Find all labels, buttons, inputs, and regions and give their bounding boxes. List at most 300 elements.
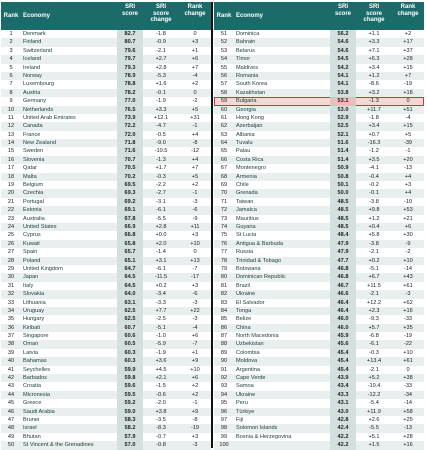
table-row [214, 38, 424, 46]
cell-score: 50.1 [330, 181, 356, 189]
table-row [214, 122, 424, 130]
table-row [214, 147, 424, 155]
cell-rank: 49 [7, 433, 15, 440]
cell-economy: Bosnia & Herzegovina [236, 433, 292, 440]
cell-score-change: -6.1 [156, 207, 166, 214]
cell-score-change: +0.0 [155, 232, 167, 239]
cell-rank-change: +30 [403, 232, 413, 239]
cell-economy: Bahamas [23, 358, 47, 365]
cell-score-change: -3.8 [369, 198, 379, 205]
table-row [1, 131, 211, 139]
cell-score-change: -2.2 [156, 182, 166, 189]
header-rank-change: Rank change [397, 4, 419, 17]
cell-economy: Botswana [236, 265, 261, 272]
cell-rank: 15 [7, 148, 15, 155]
cell-rank: 17 [7, 165, 15, 172]
table-row [214, 223, 424, 231]
table-row [1, 122, 211, 130]
cell-economy: Brazil [236, 282, 250, 289]
cell-economy: St Vincent & the Grenadines [23, 442, 94, 449]
cell-score-change: +3.4 [368, 64, 380, 71]
cell-score: 72.0 [117, 131, 143, 139]
cell-rank-change: +9 [191, 358, 199, 365]
cell-economy: Saudi Arabia [23, 408, 55, 415]
header-score: SRI score [334, 4, 351, 17]
table-row [214, 433, 424, 441]
cell-score-change: +1.6 [155, 81, 167, 88]
cell-score: 63.1 [117, 299, 143, 307]
table-row [1, 72, 211, 80]
cell-score-change: +1.2 [368, 72, 380, 79]
cell-score-change: -4.1 [369, 165, 379, 172]
cell-economy: Austria [23, 89, 41, 96]
cell-score-change: -2.5 [156, 316, 166, 323]
cell-rank: 59 [220, 98, 228, 105]
cell-rank-change: +10 [190, 240, 200, 247]
cell-score: 54.1 [330, 72, 356, 80]
cell-economy: Dominican Republic [236, 274, 286, 281]
cell-score-change: +11.5 [367, 282, 381, 289]
cell-rank: 94 [220, 391, 228, 398]
cell-rank: 23 [7, 215, 15, 222]
cell-economy: Malta [23, 173, 37, 180]
cell-score: 52.5 [330, 122, 356, 130]
cell-economy: Switzerland [23, 47, 52, 54]
table-row [214, 408, 424, 416]
cell-rank-change: +25 [403, 416, 413, 423]
cell-economy: Greece [23, 400, 42, 407]
cell-economy: Solomon Islands [236, 425, 278, 432]
table-row [1, 64, 211, 72]
cell-rank-change: -13 [403, 165, 413, 172]
cell-score: 71.6 [117, 147, 143, 155]
cell-economy: Latvia [23, 349, 38, 356]
cell-score-change: +1.5 [368, 442, 380, 449]
table-row [1, 282, 211, 290]
cell-economy: St Lucia [236, 232, 257, 239]
cell-rank: 93 [220, 383, 228, 390]
cell-rank-change: +53 [403, 207, 413, 214]
cell-score-change: -8.6 [369, 81, 379, 88]
cell-rank: 21 [7, 198, 15, 205]
cell-economy: Cape Verde [236, 375, 266, 382]
cell-rank: 90 [220, 358, 228, 365]
cell-score-change: -3.5 [156, 416, 166, 423]
cell-score: 60.3 [117, 357, 143, 365]
cell-score-change: -1.3 [369, 98, 379, 105]
cell-score-change: -0.9 [156, 39, 166, 46]
cell-rank: 77 [220, 249, 228, 256]
cell-economy: Armenia [236, 173, 257, 180]
table-row [214, 173, 424, 181]
cell-economy: Romania [236, 72, 259, 79]
cell-rank: 69 [220, 182, 228, 189]
cell-score: 54.6 [330, 38, 356, 46]
cell-economy: Bulgaria [236, 98, 257, 105]
cell-score: 50.0 [330, 189, 356, 197]
table-row [214, 139, 424, 147]
cell-score: 69.1 [117, 206, 143, 214]
cell-rank: 53 [220, 47, 228, 54]
table-row [1, 391, 211, 399]
cell-rank: 37 [7, 333, 15, 340]
cell-rank: 82 [220, 291, 228, 298]
cell-score: 46.0 [330, 315, 356, 323]
cell-rank-change: -1 [192, 400, 198, 407]
cell-score-change: -5.4 [369, 400, 379, 407]
cell-rank: 42 [7, 375, 15, 382]
cell-rank-change: 0 [193, 249, 197, 256]
cell-rank: 95 [220, 400, 228, 407]
table-row [1, 89, 211, 97]
table-row [214, 399, 424, 407]
table-row [214, 315, 424, 323]
cell-score: 64.5 [117, 282, 143, 290]
cell-rank-change: -1 [192, 123, 198, 130]
cell-rank-change: -19 [403, 333, 413, 340]
cell-economy: Argentina [236, 366, 260, 373]
cell-score: 47.9 [330, 240, 356, 248]
cell-rank: 5 [9, 64, 13, 71]
table-row [1, 248, 211, 256]
cell-score: 45.4 [330, 349, 356, 357]
cell-economy: Japan [23, 274, 39, 281]
cell-score: 42.8 [330, 416, 356, 424]
cell-economy: Australia [23, 215, 45, 222]
cell-score: 71.8 [117, 139, 143, 147]
cell-rank: 57 [220, 81, 228, 88]
cell-rank: 30 [7, 274, 15, 281]
cell-score: 50.9 [330, 164, 356, 172]
cell-score: 48.4 [330, 231, 356, 239]
cell-rank-change: +7 [191, 165, 199, 172]
cell-score-change: +3.3 [368, 39, 380, 46]
cell-score-change: -5.1 [156, 324, 166, 331]
cell-economy: Bhutan [23, 433, 41, 440]
cell-score: 60.3 [117, 349, 143, 357]
cell-rank: 55 [220, 64, 228, 71]
header-rank: Rank [216, 13, 232, 19]
table-row [214, 47, 424, 55]
cell-rank-change: +5 [191, 106, 199, 113]
cell-rank: 4 [9, 56, 13, 63]
table-row [214, 114, 424, 122]
cell-score-change: -0.6 [156, 391, 166, 398]
table-row [1, 340, 211, 348]
cell-rank: 20 [7, 190, 15, 197]
header-economy: Economy [23, 13, 51, 19]
table-row [1, 416, 211, 424]
cell-score-change: +2.1 [155, 375, 167, 382]
cell-score-change: +6.7 [368, 274, 380, 281]
cell-rank: 39 [7, 349, 15, 356]
table-row [1, 357, 211, 365]
cell-rank-change: +2 [191, 391, 199, 398]
cell-rank-change: +16 [403, 307, 413, 314]
cell-score: 66.8 [117, 231, 143, 239]
cell-economy: Spain [23, 249, 38, 256]
cell-economy: Grenada [236, 190, 258, 197]
cell-economy: Taiwan [236, 198, 254, 205]
cell-score: 54.1 [330, 80, 356, 88]
cell-score-change: +2.7 [155, 56, 167, 63]
cell-rank: 54 [220, 56, 228, 63]
cell-score-change: +13.4 [366, 358, 382, 365]
cell-economy: Iceland [23, 56, 42, 63]
cell-economy: Cyprus [23, 232, 41, 239]
cell-economy: Belgium [23, 182, 44, 189]
cell-rank: 44 [7, 391, 15, 398]
cell-score-change: +2.8 [155, 64, 167, 71]
table-row [1, 156, 211, 164]
cell-score-change: -6.8 [369, 333, 379, 340]
cell-rank-change: +28 [403, 433, 413, 440]
cell-score: 70.7 [117, 156, 143, 164]
cell-rank-change: -8 [192, 140, 198, 147]
cell-economy: Colombia [236, 349, 260, 356]
cell-economy: Oman [23, 341, 39, 348]
cell-rank-change: +5 [404, 131, 412, 138]
cell-economy: Türkiye [236, 408, 255, 415]
table-row [214, 106, 424, 114]
table-row [214, 349, 424, 357]
cell-rank: 9 [9, 98, 13, 105]
cell-rank: 76 [220, 240, 228, 247]
table-row [1, 139, 211, 147]
table-header [1, 2, 211, 30]
cell-score: 60.5 [117, 340, 143, 348]
cell-economy: Hungary [23, 316, 45, 323]
cell-score-change: -0.5 [156, 131, 166, 138]
cell-score: 47.9 [330, 248, 356, 256]
cell-score: 42.2 [330, 433, 356, 441]
cell-score: 78.2 [117, 89, 143, 97]
cell-economy: Jamaica [236, 207, 257, 214]
cell-score: 43.3 [330, 391, 356, 399]
cell-rank: 68 [220, 173, 228, 180]
table-row [214, 382, 424, 390]
cell-rank: 64 [220, 140, 228, 147]
table-row [214, 72, 424, 80]
cell-economy: Samoa [236, 383, 254, 390]
cell-economy: North Macedonia [236, 333, 279, 340]
cell-rank: 51 [220, 31, 228, 37]
cell-score: 66.9 [117, 223, 143, 231]
cell-economy: France [23, 131, 41, 138]
cell-rank: 31 [7, 282, 15, 289]
table-row [214, 181, 424, 189]
cell-economy: United Arab Emirates [23, 114, 76, 121]
cell-economy: Kuwait [23, 240, 40, 247]
table-row [1, 265, 211, 273]
cell-rank-change: +4 [404, 190, 412, 197]
cell-score-change: +3.1 [155, 257, 167, 264]
cell-score-change: -2.1 [369, 366, 379, 373]
table-row [1, 114, 211, 122]
cell-score: 51.4 [330, 156, 356, 164]
cell-economy: Micronesia [23, 391, 51, 398]
cell-rank: 19 [7, 182, 15, 189]
cell-score: 48.5 [330, 206, 356, 214]
cell-score-change: +0.2 [155, 282, 167, 289]
cell-score: 53.1 [330, 97, 356, 105]
cell-score: 64.0 [117, 290, 143, 298]
cell-score-change: -5.5 [156, 215, 166, 222]
cell-rank-change: +51 [403, 106, 413, 113]
cell-economy: Chile [236, 182, 249, 189]
cell-rank-change: +4 [191, 131, 199, 138]
cell-rank: 97 [220, 416, 228, 423]
cell-rank-change: +4 [404, 173, 412, 180]
cell-rank: 46 [7, 408, 15, 415]
cell-economy: Netherlands [23, 106, 54, 113]
cell-rank: 25 [7, 232, 15, 239]
table-row [1, 47, 211, 55]
cell-score: 52.9 [330, 114, 356, 122]
cell-rank-change: +21 [403, 215, 413, 222]
cell-rank-change: +15 [403, 123, 413, 130]
cell-economy: Peru [236, 400, 248, 407]
cell-economy: Qatar [23, 165, 37, 172]
table-row [214, 366, 424, 374]
cell-economy: Maldives [236, 64, 259, 71]
cell-rank: 41 [7, 366, 15, 373]
cell-score: 53.0 [330, 106, 356, 114]
header-rank: Rank [3, 13, 19, 19]
cell-score-change: +6.3 [368, 56, 380, 63]
table-row [214, 131, 424, 139]
table-row [1, 374, 211, 382]
table-header [214, 2, 424, 30]
cell-rank: 28 [7, 257, 15, 264]
cell-rank-change: +9 [191, 408, 199, 415]
cell-economy: Georgia [236, 106, 256, 113]
table-row [1, 231, 211, 239]
table-row [214, 198, 424, 206]
cell-score-change: +11.9 [367, 408, 381, 415]
cell-rank-change: -1 [405, 148, 411, 155]
cell-rank: 33 [7, 299, 15, 306]
cell-rank-change: +3 [191, 282, 199, 289]
cell-rank-change: -14 [403, 265, 413, 272]
cell-score: 79.7 [117, 55, 143, 63]
cell-rank: 22 [7, 207, 15, 214]
cell-score-change: +5.7 [368, 324, 380, 331]
cell-score-change: -0.1 [156, 89, 166, 96]
cell-score: 43.1 [330, 399, 356, 407]
cell-rank: 66 [220, 156, 228, 163]
cell-score: 57.9 [117, 433, 143, 441]
cell-rank-change: +22 [190, 307, 200, 314]
cell-rank: 48 [7, 425, 15, 432]
cell-score: 45.6 [330, 340, 356, 348]
cell-rank: 92 [220, 375, 228, 382]
table-row [1, 240, 211, 248]
cell-rank-change: +7 [404, 72, 412, 79]
cell-rank-change: -3 [192, 316, 198, 323]
cell-score-change: -0.3 [369, 349, 379, 356]
cell-rank: 27 [7, 249, 15, 256]
cell-economy: Costa Rica [236, 156, 264, 163]
cell-score: 77.0 [117, 97, 143, 105]
cell-score-change: +5.8 [368, 232, 380, 239]
cell-rank-change: -9 [405, 240, 411, 247]
cell-score-change: +3.6 [155, 358, 167, 365]
table-row [1, 173, 211, 181]
cell-economy: Sweden [23, 148, 44, 155]
table-row [1, 181, 211, 189]
cell-score: 46.8 [330, 273, 356, 281]
table-body-left [1, 30, 211, 450]
cell-score: 79.3 [117, 64, 143, 72]
cell-score: 46.4 [330, 299, 356, 307]
cell-score: 45.9 [330, 332, 356, 340]
cell-rank: 8 [9, 89, 13, 96]
cell-rank-change: -4 [192, 72, 198, 79]
cell-rank: 52 [220, 39, 228, 46]
cell-economy: Italy [23, 282, 34, 289]
table-row [1, 80, 211, 88]
cell-score: 79.6 [117, 47, 143, 55]
cell-rank-change: +35 [403, 324, 413, 331]
table-row-highlighted [214, 97, 424, 105]
cell-economy: Barbados [23, 375, 47, 382]
cell-score-change: -1.0 [156, 333, 166, 340]
cell-score: 50.8 [330, 173, 356, 181]
table-row [1, 38, 211, 46]
cell-economy: Croatia [23, 383, 42, 390]
cell-score-change: -2.0 [156, 400, 166, 407]
cell-economy: Germany [23, 98, 47, 105]
cell-economy: Tonga [236, 307, 252, 314]
cell-rank: 10 [7, 106, 15, 113]
cell-score-change: +4.5 [155, 366, 167, 373]
cell-economy: Brunei [23, 416, 40, 423]
cell-score: 58.2 [117, 424, 143, 432]
cell-score: 45.4 [330, 357, 356, 365]
cell-score-change: -0.7 [156, 433, 166, 440]
table-row [1, 223, 211, 231]
cell-rank: 72 [220, 207, 228, 214]
cell-economy: Seychelles [23, 366, 51, 373]
cell-rank: 91 [220, 366, 228, 373]
cell-rank-change: +6 [191, 56, 199, 63]
cell-score-change: -1.8 [369, 114, 379, 121]
cell-score: 64.7 [117, 265, 143, 273]
cell-rank: 36 [7, 324, 15, 331]
table-row [214, 80, 424, 88]
cell-score-change: -10.5 [154, 148, 168, 155]
table-row [214, 332, 424, 340]
cell-economy: Kiribati [23, 324, 41, 331]
cell-economy: Montenegro [236, 165, 266, 172]
cell-rank: 1 [9, 31, 13, 37]
cell-score: 67.8 [117, 215, 143, 223]
table-row [1, 399, 211, 407]
cell-economy: Czechia [23, 190, 44, 197]
table-row [214, 290, 424, 298]
cell-rank: 84 [220, 307, 228, 314]
cell-rank-change: +5 [191, 173, 199, 180]
cell-rank-change: +58 [403, 408, 413, 415]
cell-rank: 7 [9, 81, 13, 88]
cell-rank-change: -33 [403, 383, 413, 390]
cell-economy: Ireland [23, 64, 41, 71]
cell-score-change: -9.3 [369, 316, 379, 323]
cell-rank-change: +10 [403, 349, 413, 356]
cell-score-change: +3.3 [155, 106, 167, 113]
cell-score: 69.3 [117, 189, 143, 197]
